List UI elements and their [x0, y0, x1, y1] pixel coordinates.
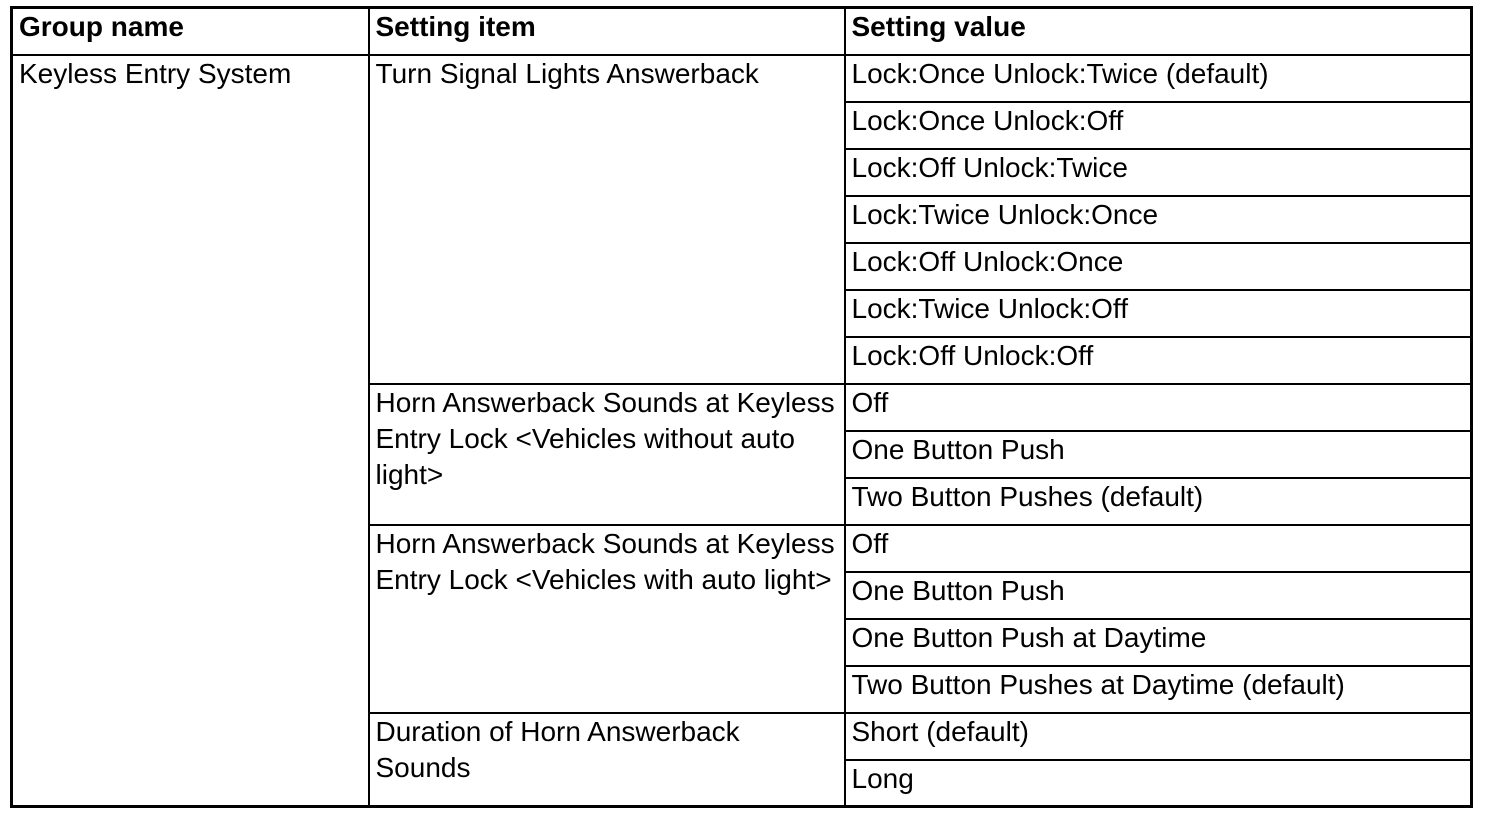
setting-value-cell: Lock:Off Unlock:Once [845, 243, 1472, 290]
setting-value-cell: Lock:Off Unlock:Twice [845, 149, 1472, 196]
setting-value-cell: Short (default) [845, 713, 1472, 760]
setting-item-cell: Horn Answerback Sounds at Keyless Entry Lock <Vehicles with auto light> [369, 525, 845, 713]
setting-value-cell: One Button Push at Daytime [845, 619, 1472, 666]
header-setting-value: Setting value [845, 8, 1472, 55]
header-row [12, 8, 1472, 55]
setting-value-cell: Lock:Twice Unlock:Once [845, 196, 1472, 243]
setting-value-cell: Long [845, 760, 1472, 807]
header-setting-item: Setting item [369, 8, 845, 55]
table-row [12, 55, 1472, 102]
settings-table [10, 6, 1473, 808]
group-name-cell: Keyless Entry System [12, 55, 369, 807]
setting-value-cell: Off [845, 384, 1472, 431]
setting-item-cell: Turn Signal Lights Answerback [369, 55, 845, 384]
setting-value-cell: One Button Push [845, 572, 1472, 619]
setting-item-cell: Horn Answerback Sounds at Keyless Entry Lock <Vehicles without auto light> [369, 384, 845, 525]
setting-value-cell: Lock:Once Unlock:Twice (default) [845, 55, 1472, 102]
setting-value-cell: Lock:Twice Unlock:Off [845, 290, 1472, 337]
setting-value-cell: Lock:Once Unlock:Off [845, 102, 1472, 149]
header-group-name: Group name [12, 8, 369, 55]
setting-value-cell: Lock:Off Unlock:Off [845, 337, 1472, 384]
setting-value-cell: Off [845, 525, 1472, 572]
setting-item-cell: Duration of Horn Answerback Sounds [369, 713, 845, 807]
setting-value-cell: Two Button Pushes (default) [845, 478, 1472, 525]
setting-value-cell: Two Button Pushes at Daytime (default) [845, 666, 1472, 713]
setting-value-cell: One Button Push [845, 431, 1472, 478]
